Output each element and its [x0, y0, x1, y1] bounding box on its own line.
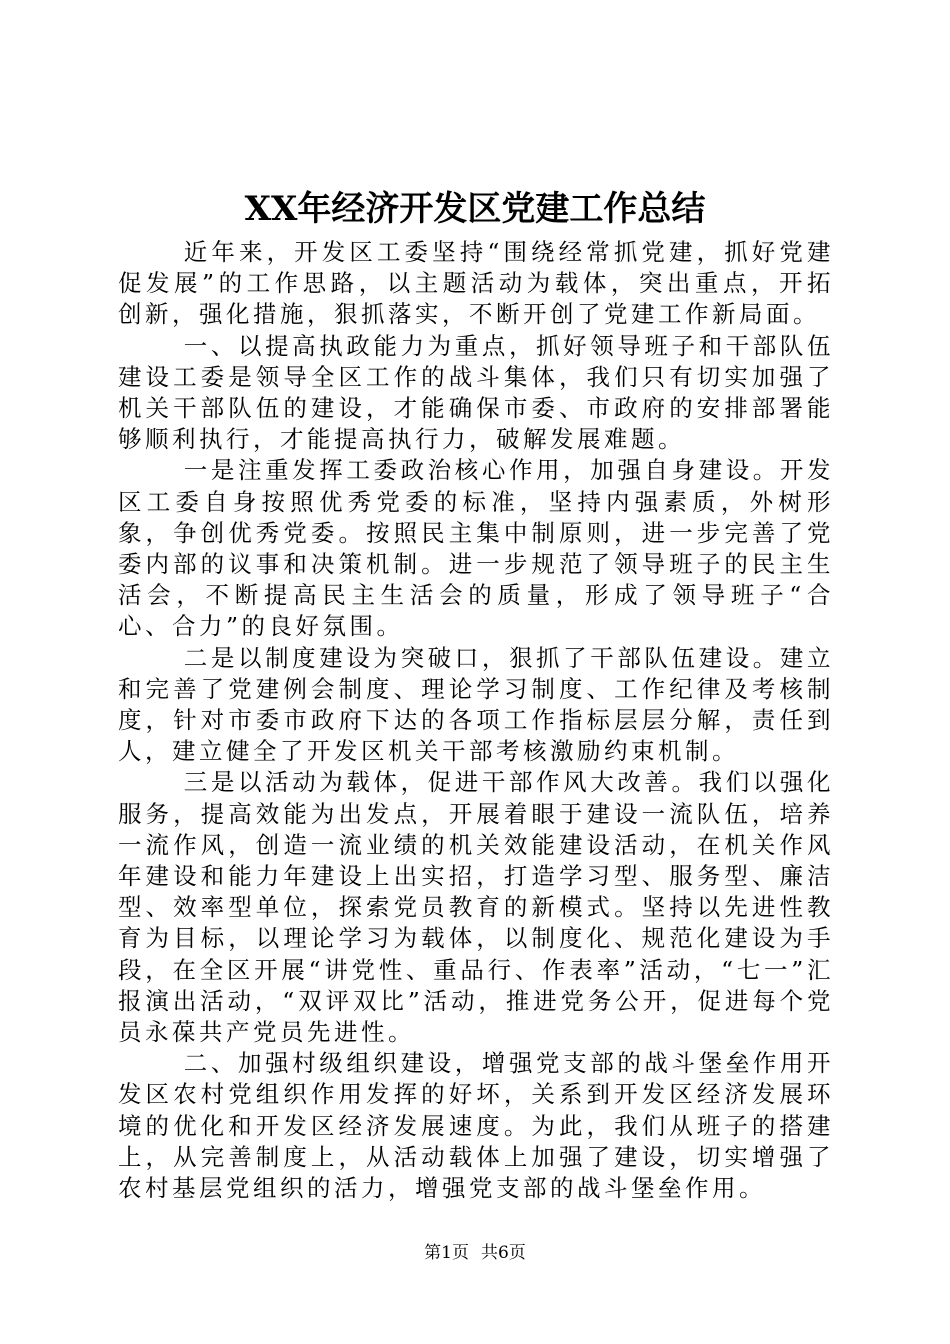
paragraph-point-1: 一是注重发挥工委政治核心作用，加强自身建设。开发区工委自身按照优秀党委的标准，坚持内强素质，外树形象，争创优秀党委。按照民主集中制原则，进一步完善了党委内部的议事和决策机制。进一步规范了领导班子的民主生活会，不断提高民主生活会的质量，形成了领导班子“合心、合力”的良好氛围。: [118, 456, 834, 641]
paragraph-section-2: 二、加强村级组织建设，增强党支部的战斗堡垒作用开发区农村党组织作用发挥的好坏，关系到开发区经济发展环境的优化和开发区经济发展速度。为此，我们从班子的搭建上，从完善制度上，从活动载体上加强了建设，切实增强了农村基层党组织的活力，增强党支部的战斗堡垒作用。: [118, 1049, 834, 1203]
document-body: [118, 237, 834, 1204]
paragraph-point-3: 三是以活动为载体，促进干部作风大改善。我们以强化服务，提高效能为出发点，开展着眼于建设一流队伍，培养一流作风，创造一流业绩的机关效能建设活动，在机关作风年建设和能力年建设上出实招，打造学习型、服务型、廉洁型、效率型单位，探索党员教育的新模式。坚持以先进性教育为目标，以理论学习为载体，以制度化、规范化建设为手段，在全区开展“讲党性、重品行、作表率”活动，“七一”汇报演出活动，“双评双比”活动，推进党务公开，促进每个党员永葆共产党员先进性。: [118, 768, 834, 1047]
page-footer: [0, 1242, 950, 1264]
paragraph-section-1: 一、以提高执政能力为重点，抓好领导班子和干部队伍建设工委是领导全区工作的战斗集体，我们只有切实加强了机关干部队伍的建设，才能确保市委、市政府的安排部署能够顺利执行，才能提高执行力，破解发展难题。: [118, 331, 834, 454]
page-number: 第1页: [424, 1243, 469, 1263]
paragraph-intro: 近年来，开发区工委坚持“围绕经常抓党建，抓好党建促发展”的工作思路，以主题活动为载体，突出重点，开拓创新，强化措施，狠抓落实，不断开创了党建工作新局面。: [118, 238, 834, 329]
paragraph-point-2: 二是以制度建设为突破口，狠抓了干部队伍建设。建立和完善了党建例会制度、理论学习制度、工作纪律及考核制度，针对市委市政府下达的各项工作指标层层分解，责任到人，建立健全了开发区机关干部考核激励约束机制。: [118, 643, 834, 766]
document-title: XX年经济开发区党建工作总结: [244, 189, 706, 229]
page-total: 共6页: [481, 1243, 526, 1263]
